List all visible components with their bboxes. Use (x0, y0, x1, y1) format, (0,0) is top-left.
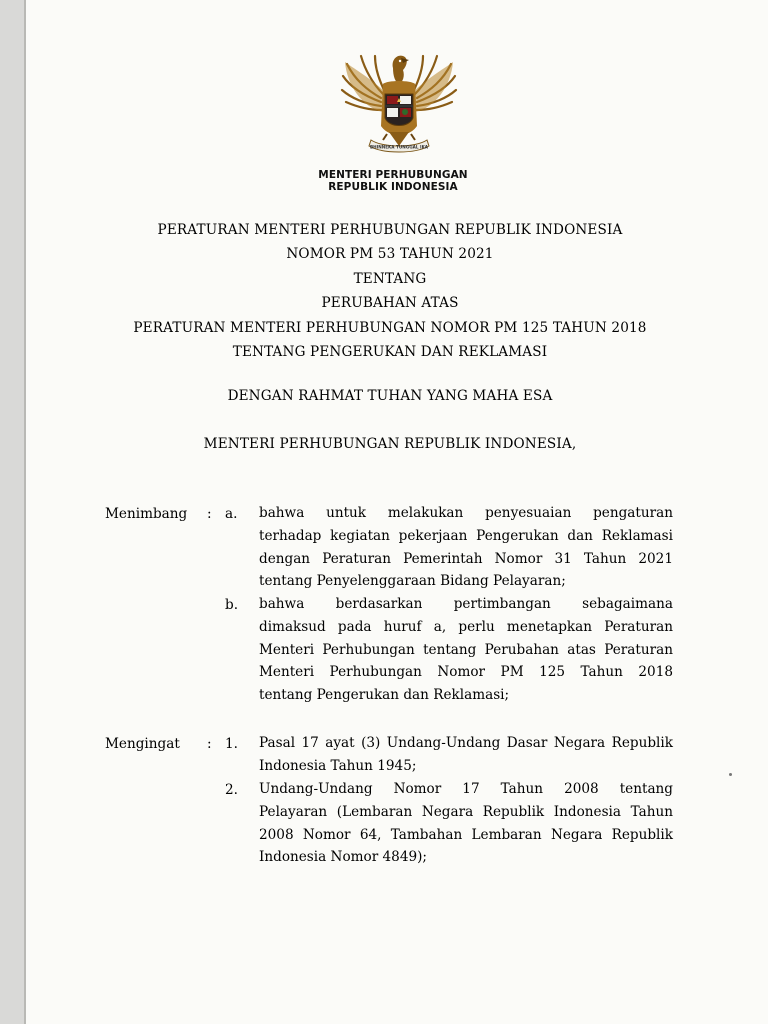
title-line-6: TENTANG PENGERUKAN DAN REKLAMASI (232, 344, 548, 361)
title-line-5: PERATURAN MENTERI PERHUBUNGAN NOMOR PM 125 TAHUN 2018 (133, 319, 647, 336)
text-line: Indonesia Nomor 4849); (259, 849, 428, 866)
garuda-emblem-icon (337, 46, 461, 156)
scan-speck (729, 773, 732, 776)
mengingat-colon: : (207, 736, 212, 752)
mengingat-item-2 (259, 778, 673, 869)
mengingat-item-marker: 2. (225, 782, 238, 798)
text-line: bahwa untuk melakukan penyesuaian pengaturan (259, 505, 673, 521)
title-line-4: PERUBAHAN ATAS (321, 295, 459, 312)
text-line: Menteri Perhubungan tentang Perubahan atas Peraturan (259, 641, 673, 658)
menimbang-item-marker: b. (225, 597, 239, 613)
text-line: Pasal 17 ayat (3) Undang-Undang Dasar Negara Republik (259, 735, 673, 751)
mengingat-item-marker: 1. (225, 736, 238, 752)
text-line: bahwa berdasarkan pertimbangan sebagaimana (259, 596, 673, 612)
menimbang-item-a (259, 502, 673, 593)
text-line: terhadap kegiatan pekerjaan Pengerukan dan Reklamasi (259, 527, 673, 544)
ministry-line-1: MENTERI PERHUBUNGAN (318, 169, 468, 181)
mengingat-item-1 (259, 732, 673, 778)
blessing-line: DENGAN RAHMAT TUHAN YANG MAHA ESA (227, 388, 553, 404)
menimbang-colon: : (207, 506, 212, 522)
ministry-line-2: REPUBLIK INDONESIA (328, 180, 458, 193)
text-line: Undang-Undang Nomor 17 Tahun 2008 tentang (259, 781, 673, 797)
text-line: 2008 Nomor 64, Tambahan Lembaran Negara Republik (259, 826, 673, 843)
text-line: tentang Penyelenggaraan Bidang Pelayaran; (259, 573, 566, 590)
menimbang-label: Menimbang (105, 506, 188, 522)
text-line: tentang Pengerukan dan Reklamasi; (259, 687, 510, 704)
ministry-heading (250, 170, 536, 193)
title-line-2: NOMOR PM 53 TAHUN 2021 (286, 246, 494, 263)
text-line: Indonesia Tahun 1945; (259, 757, 417, 774)
menimbang-item-marker: a. (225, 506, 238, 522)
regulation-title (90, 218, 690, 364)
menimbang-item-b (259, 593, 673, 707)
title-line-3: TENTANG (353, 270, 427, 287)
mengingat-label: Mengingat (105, 736, 180, 752)
page-edge (24, 0, 26, 1024)
title-line-1: PERATURAN MENTERI PERHUBUNGAN REPUBLIK INDONESIA (157, 222, 623, 238)
emblem-motto: BHINNEKA TUNGGAL IKA (369, 144, 429, 150)
enactor-line: MENTERI PERHUBUNGAN REPUBLIK INDONESIA, (203, 436, 577, 452)
text-line: Menteri Perhubungan Nomor PM 125 Tahun 2018 (259, 664, 673, 681)
text-line: dengan Peraturan Pemerintah Nomor 31 Tahun 2021 (259, 550, 673, 567)
text-line: dimaksud pada huruf a, perlu menetapkan Peraturan (259, 618, 673, 635)
text-line: Pelayaran (Lembaran Negara Republik Indonesia Tahun (259, 803, 673, 820)
